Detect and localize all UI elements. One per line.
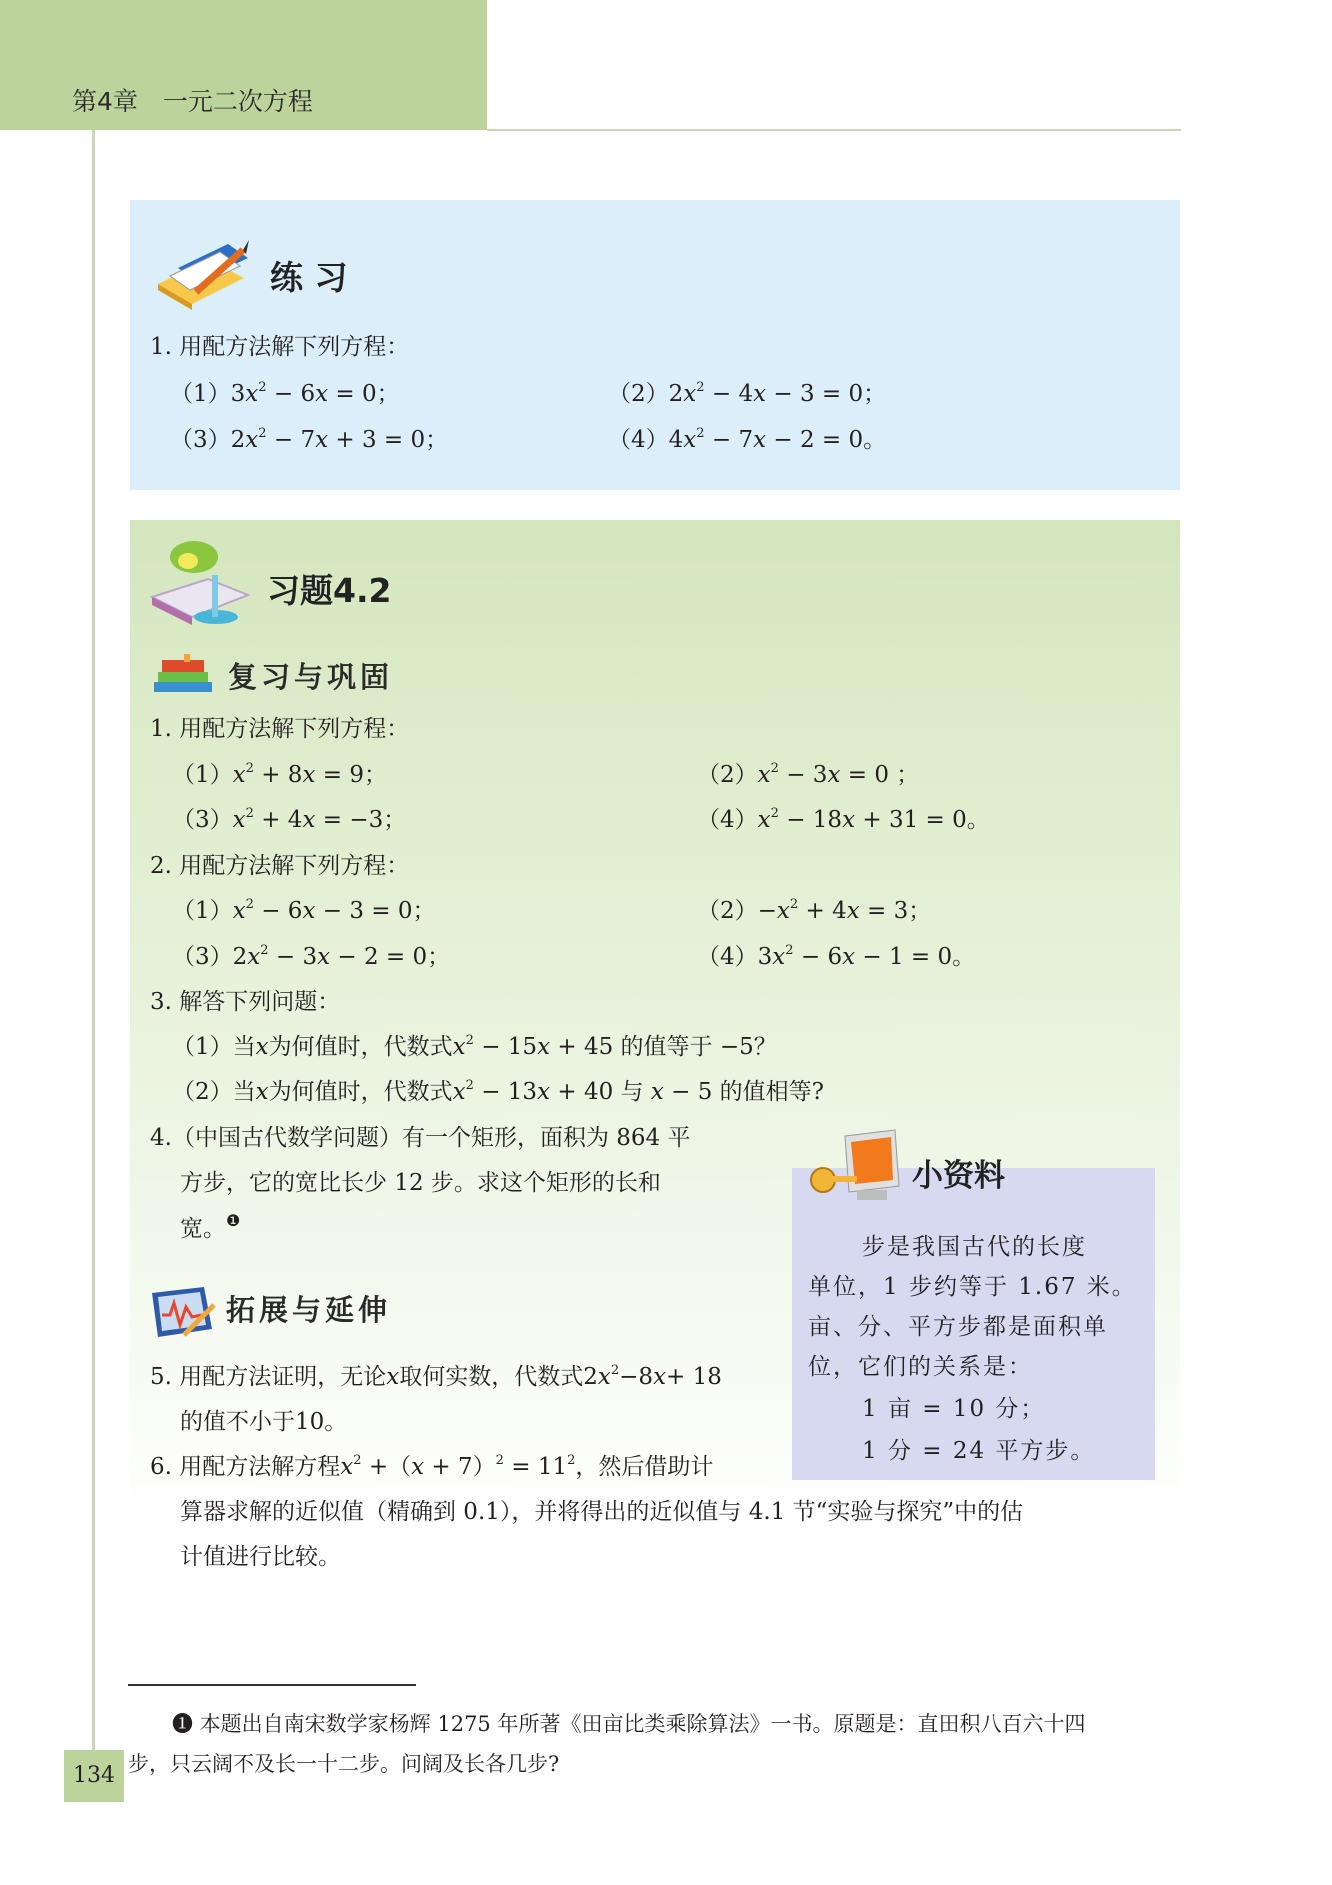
- ex-q6-line1: 6. 用配方法解方程$x^2 +(x + 7)^2 = 11^2$，然后借助计: [150, 1453, 714, 1480]
- notebook-pencil-icon: [148, 232, 253, 312]
- page-number: 134: [73, 1763, 115, 1788]
- margin-rule: [92, 130, 95, 1760]
- footnote-line-1: ❶ 本题出自南宋数学家杨辉 1275 年所著《田亩比类乘除算法》一书。原题是：直田积八百六十四: [172, 1712, 1086, 1736]
- review-heading: 复习与巩固: [228, 660, 394, 694]
- ex-q2-item-4: $(4)3x^2 - 6x - 1 = 0$。: [697, 943, 976, 970]
- info-line-2: 单位，1 步约等于 1.67 米。: [808, 1274, 1137, 1300]
- info-line-4: 位，它们的关系是：: [808, 1354, 1033, 1380]
- key-monitor-icon: [805, 1128, 905, 1210]
- practice-q1-stem: 1. 用配方法解下列方程：: [150, 334, 410, 360]
- ex-q4-line3: 宽。$^❶$: [180, 1211, 241, 1242]
- practice-item-1: $(1)3x^2 - 6x = 0$；: [170, 380, 400, 407]
- info-line-5: 1 亩 = 10 分；: [862, 1396, 1046, 1422]
- ex-q1-item-2: $(2)x^2 - 3x = 0$ ；: [697, 761, 920, 788]
- ex-q6-line3: 计值进行比较。: [180, 1544, 341, 1570]
- ex-q2-stem: 2. 用配方法解下列方程：: [150, 853, 410, 879]
- footnote-line-2: 步，只云阔不及长一十二步。问阔及长各几步?: [128, 1752, 560, 1776]
- ex-q2-item-1: $(1)x^2 - 6x - 3 = 0$；: [172, 897, 436, 924]
- desk-lamp-book-icon: [148, 535, 258, 630]
- info-line-6: 1 分 = 24 平方步。: [862, 1438, 1096, 1464]
- waveform-monitor-icon: [148, 1285, 218, 1343]
- ex-q3-stem: 3. 解答下列问题：: [150, 989, 341, 1015]
- ex-q5-line2: 的值不小于10。: [180, 1409, 348, 1435]
- ex-q1-item-3: $(3)x^2 + 4x = -3$；: [172, 806, 407, 833]
- ex-q1-item-4: $(4)x^2 - 18x + 31 = 0$。: [697, 806, 990, 833]
- practice-title: 练 习: [270, 258, 348, 297]
- chapter-title: 第4章 一元二次方程: [72, 87, 313, 116]
- header-rule: [487, 129, 1181, 131]
- ex-q1-item-1: $(1)x^2 + 8x = 9$；: [172, 761, 387, 788]
- ex-q2-item-2: $(2)-x^2 + 4x = 3$；: [697, 897, 932, 924]
- ex-q1-stem: 1. 用配方法解下列方程：: [150, 716, 410, 742]
- practice-item-3: $(3)2x^2 - 7x + 3 = 0$；: [170, 426, 449, 453]
- ex-q6-line2: 算器求解的近似值（精确到 0.1），并将得出的近似值与 4.1 节“实验与探究”中的估: [180, 1499, 1024, 1525]
- ex-q2-item-3: $(3)2x^2 - 3x - 2 = 0$；: [172, 943, 451, 970]
- ex-q4-line1: 4.（中国古代数学问题）有一个矩形，面积为 864 平: [150, 1125, 691, 1151]
- ex-q3-item-1: （1）当x为何值时，代数式$x^2 - 15x + 45$ 的值等于 −5？: [172, 1033, 777, 1060]
- extension-heading: 拓展与延伸: [226, 1293, 392, 1327]
- info-title: 小资料: [912, 1158, 1005, 1194]
- exercises-title: 习题4.2: [267, 571, 392, 610]
- practice-item-2: $(2)2x^2 - 4x - 3 = 0$；: [608, 380, 887, 407]
- ex-q5-line1: 5. 用配方法证明，无论x取何实数，代数式$2x^2-8x+ 18$: [150, 1363, 722, 1390]
- footnote-marker: ❶: [226, 1211, 241, 1230]
- ex-q4-line2: 方步，它的宽比长少 12 步。求这个矩形的长和: [180, 1170, 661, 1196]
- footnote-rule: [128, 1684, 416, 1686]
- info-line-3: 亩、分、平方步都是面积单: [808, 1314, 1108, 1340]
- books-stack-icon: [150, 652, 220, 702]
- info-line-1: 步是我国古代的长度: [862, 1234, 1087, 1260]
- practice-item-4: $(4)4x^2 - 7x - 2 = 0$。: [608, 426, 887, 453]
- ex-q3-item-2: （2）当x为何值时，代数式$x^2 - 13x + 40$ 与 x − 5 的值相等?: [172, 1078, 824, 1105]
